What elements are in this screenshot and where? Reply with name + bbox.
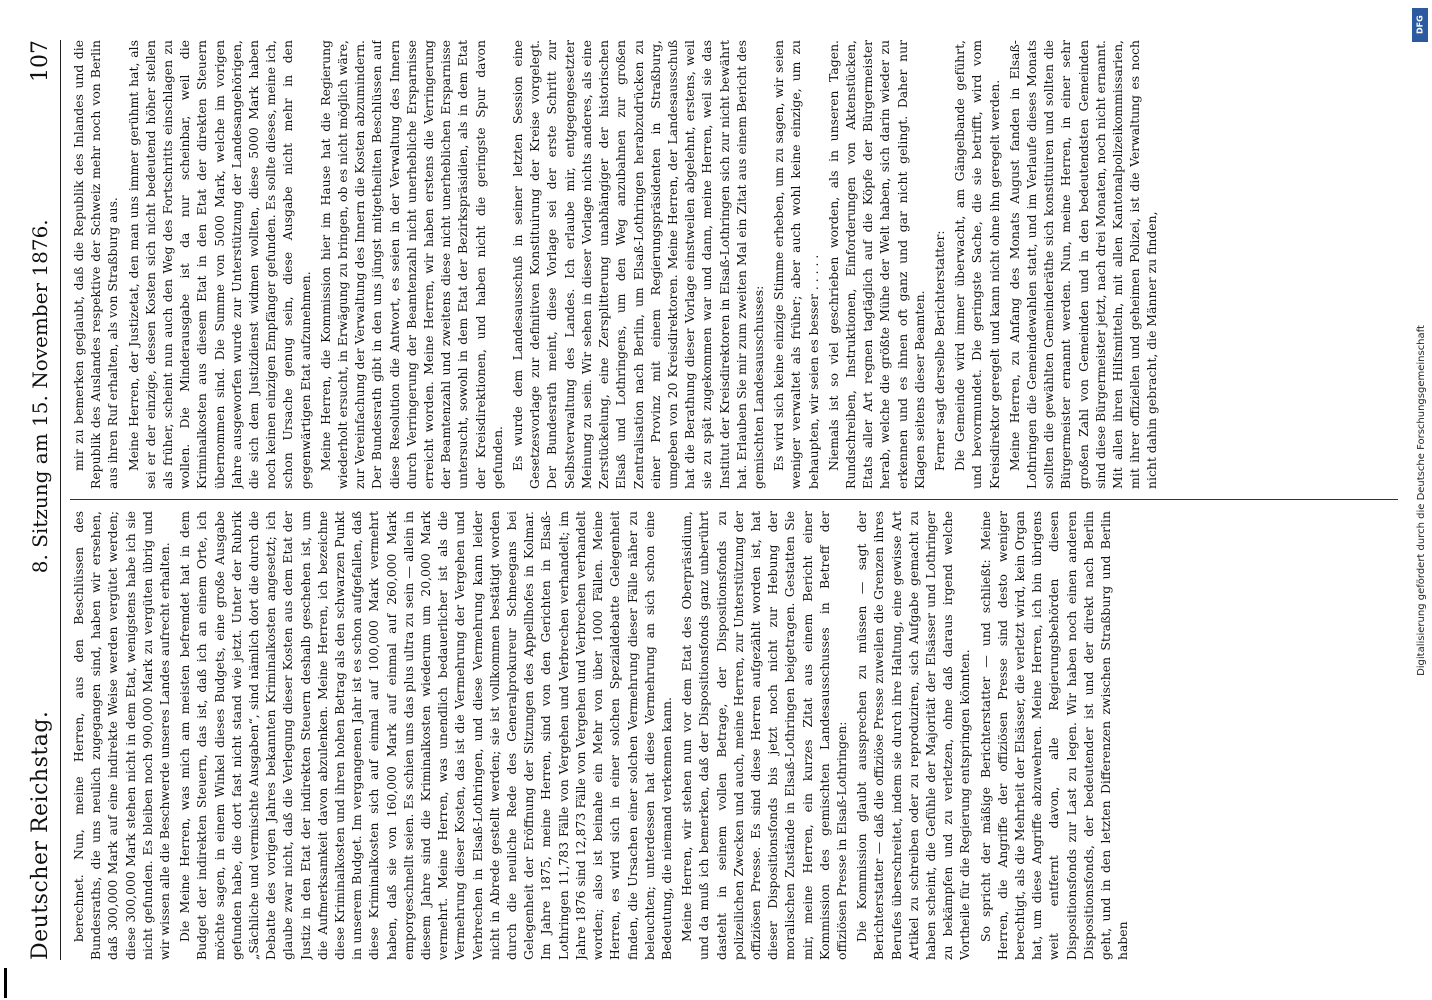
- paragraph: Meine Herren, zu Anfang des Monats August fanden in Elsaß-Lothringen die Gemeindewahlen statt, und im Verlaufe dieses Monats sollten die gewählten Gemeinderäthe sich konstituiren und sollten die Bürgermeister ernannt werden. Nun, meine Herren, in einer sehr großen Zahl von Gemeinden und in den bedeutendsten Gemeinden sind diese Bürgermeister jetzt, nach drei Monaten, noch nicht ernannt. Mit allen ihren Hilfsmitteln, mit allen Kantonalpolizeikommissarien, mit ihrer offiziellen und geheimen Polizei, ist die Verwaltung es noch nicht dahin gebracht, die Männer zu finden,: [1006, 40, 1160, 489]
- paragraph: Meine Herren, der Justizetat, den man uns immer gerühmt hat, als sei er der einzige, dessen Kosten sich nicht bedeutend höher stellen als früher, scheint nun auch den Weg des Fortschritts einschlagen zu wollen. Die Minderausgabe ist da nur scheinbar, weil die Kriminalkosten aus diesem Etat in den Etat der direkten Steuern übernommen sind. Die Summe von 5000 Mark, welche im vorigen Jahre ausgeworfen wurde zur Unterstützung der Landesangehörigen, die sich dem Justizdienst widmen wollten, diese 5000 Mark haben noch keinen einzigen Empfänger gefunden. Es sollte dieses, meine ich, schon Ursache genug sein, diese Ausgabe nicht mehr in den gegenwärtigen Etat aufzunehmen.: [125, 40, 313, 489]
- paragraph: Meine Herren, wir stehen nun vor dem Etat des Oberpräsidium, und da muß ich bemerken, daß der Dispositionsfonds ganz unberührt dasteht in seinem vollen Betrage, der Dispositionsfonds zu polizeilichen Zwecken und auch, meine Herren, zur Unterstützung der offiziösen Presse. Es sind diese Herren aufgezählt worden ist, hat dieser Dispositionsfonds bis jetzt noch nicht zur Hebung der moralischen Zustände in Elsaß-Lothringen beigetragen. Gestatten Sie mir, meine Herren, ein kurzes Zitat aus einem Bericht einer Kommission des gemischten Landesausschusses in Betreff der offiziösen Presse in Elsaß-Lothringen:: [679, 511, 849, 960]
- scan-edge-mark: [4, 968, 7, 998]
- credit-text: Digitalisierung gefördert durch die Deutsche Forschungsgemeinschaft: [1415, 324, 1427, 676]
- paragraph: Ferner sagt derselbe Berichterstatter:: [931, 230, 947, 471]
- paragraph: Es wurde dem Landesausschuß in seiner letzten Session eine Gesetzesvorlage zur definitiven Konstituirung der Kreise vorgelegt. Der Bundesrath meint, diese Vorlage sei der erste Schritt zur Selbstverwaltung des Landes. Ich erlaube mir, entgegengesetzter Meinung zu sein. Wir sehen in dieser Vorlage nichts anderes, als eine Zerstückelung, eine Zersplitterung unabhängiger der historischen Elsaß und Lothringens, um den Weg anzubahnen zur großen Zentralisation nach Berlin, um Elsaß-Lothringen herabzudrücken zu einer Provinz mit einem Regierungspräsidenten in Straßburg, umgeben von 20 Kreisdirektoren. Meine Herren, der Landesausschuß hat die Berathung dieser Vorlage einstweilen abgelehnt, erstens, weil sie zu spät zugekommen war und dann, meine Herren, weil sie das Institut der Kreisdirektoren in Elsaß-Lothringen sich zur nicht bewährt hat. Erlauben Sie mir zum zweiten Mal ein Zitat aus einem Bericht des gemischten Landesausschusses:: [510, 40, 766, 489]
- paragraph: Die Kommission glaubt aussprechen zu müssen — sagt der Berichterstatter — daß die offiziöse Presse zuweilen die Grenzen ihres Berufes überschreitet, indem sie durch ihre Haltung, eine gewisse Art Artikel zu schreiben oder zu reproduziren, sich Aufgabe gemacht zu haben scheint, die Gefühle der Majorität der Elsässer und Lothringer zu bekämpfen und zu verletzen, ohne daß daraus irgend welche Vortheile für die Regierung entspringen könnten.: [854, 511, 973, 960]
- paragraph: berechnet. Nun, meine Herren, aus den Beschlüssen des Bundesraths, die uns neulich zugegangen sind, haben wir ersehen, daß 300,000 Mark auf eine indirekte Weise werden vergütet werden; diese 300,000 Mark stehen nicht in dem Etat, wenigstens habe ich sie nicht gefunden. Es bleiben noch 900,000 Mark zu vergüten übrig und wir wissen alle die Beschwerde unseres Landes aufrecht erhalten.: [71, 511, 173, 960]
- column-divider: [70, 499, 1398, 500]
- dfg-logo: DFG: [1412, 8, 1428, 42]
- paragraph: Es wird sich keine einzige Stimme erheben, um zu sagen, wir seien weniger verwaltet als früher; aber auch wohl keine einzige, um zu behaupten, wir seien es besser . . . . .: [771, 40, 821, 489]
- paragraph: So spricht der mäßige Berichterstatter — und schließt: Meine Herren, die Angriffe der offiziösen Presse sind desto weniger berechtigt, als die Mehrheit der Elsässer, die verletzt wird, kein Organ hat, um diese Angriffe abzuwehren. Meine Herren, ich bin übrigens weit entfernt davon, alle Regierungsbehörden diesen Dispositionsfonds zur Last zu legen. Wir haben noch einen anderen Dispositionsfonds, der bedeutender ist und der direkt nach Berlin geht, und in den letzten Differenzen zwischen Straßburg und Berlin haben: [977, 511, 1131, 960]
- session-title: 8. Sitzung am 15. November 1876.: [28, 219, 52, 574]
- digitization-credit: [1410, 0, 1432, 1000]
- paragraph: mir zu bemerken geglaubt, daß die Republik des Inlandes und die Republik des Auslandes respektive der Schweiz mehr noch von Berlin aus ihren Ruf erhalten, als von Straßburg aus.: [71, 40, 121, 489]
- paragraph: Die Gemeinde wird immer überwacht, am Gängelbande geführt, und bevormundet. Die geringste Sache, die sie betrifft, wird vom Kreisdirektor geregelt und kann nicht ohne ihn geregelt werden.: [952, 40, 1002, 489]
- page-number: 107: [27, 40, 53, 83]
- paragraph: Die Meine Herren, was mich am meisten befremdet hat in dem Budget der indirekten Steuern, das ist, daß ich an einem Orte, ich möchte sagen, in einem Winkel dieses Budgets, eine große Ausgabe gefunden habe, die dort fast nicht stand wie jetzt. Unter der Rubrik „Sächliche und vermischte Ausgaben“, sind nämlich dort die durch die Debatte des vorigen Jahres bekannten Kriminalkosten angesetzt; ich glaube zwar nicht, daß die Verlegung dieser Kosten aus dem Etat der Justiz in den Etat der indirekten Steuern deshalb geschehen ist, um die Aufmerksamkeit davon abzulenken. Meine Herren, ich bezeichne diese Kriminalkosten und ihren hohen Betrag als den schwarzen Punkt in unserem Budget. Im vergangenen Jahr ist es schon aufgefallen, daß diese Kriminalkosten sich auf einmal auf 100,000 Mark vermehrt haben, daß sie von 160,000 Mark auf einmal auf 260,000 Mark emporgeschnellt seien. Es schien uns das plus ultra zu sein — allein in diesem Jahre sind die Kriminalkosten wiederum um 20,000 Mark vermehrt. Meine Herren, was unendlich bedauerlicher ist als die Vermehrung dieser Kosten, das ist die Vermehrung der Vergehen und Verbrechen in Elsaß-Lothringen, und diese Vermehrung kann leider nicht in Abrede gestellt werden; sie ist vollkommen bestätigt worden durch die neuliche Rede des Generalprokureur Schneegans bei Gelegenheit der Eröffnung der Sitzungen des Appellhofes in Kolmar. Im Jahre 1875, meine Herren, sind von den Gerichten in Elsaß-Lothringen 11,783 Fälle von Vergehen und Verbrechen verhandelt; im Jahre 1876 sind 12,873 Fälle von Vergehen und Verbrechen verhandelt worden; also ist beinahe ein Mehr von über 1000 Fällen. Meine Herren, es wird sich in einer solchen Spezialdebatte Gelegenheit finden, die Ursachen einer solchen Vermehrung dieser Fälle näher zu beleuchten; unterdessen hat diese Vermehrung an sich schon eine Bedeutung, die niemand verkennen kann.: [177, 511, 674, 960]
- paragraph: Niemals ist so viel geschrieben worden, als in unseren Tagen. Rundschreiben, Instruktionen, Einforderungen von Aktenstücken, Etats aller Art regnen tagtäglich auf die Köpfe der Bürgermeister herab, welche die größte Mühe der Welt haben, sich darin wieder zu erkennen und es ihnen oft ganz und gar nicht gelingt. Daher nur Klagen seitens dieser Beamten.: [825, 40, 927, 489]
- right-column: [70, 40, 1398, 489]
- page-header: [20, 40, 61, 960]
- text-columns: [70, 40, 1398, 960]
- left-column: [70, 511, 1398, 960]
- publication-title: Deutscher Reichstag.: [27, 710, 53, 960]
- paragraph: Meine Herren, die Kommission hier im Hause hat die Regierung wiederholt ersucht, in Erwägung zu bringen, ob es nicht möglich wäre, zur Vereinfachung der Verwaltung des Innern die Kosten abzumindern. Der Bundesrath gibt in den uns jüngst mitgetheilten Beschlüssen auf diese Resolution die Antwort, es seien in der Verwaltung des Innern durch Verringerung der Beamtenzahl nicht unerhebliche Ersparnisse erreicht worden. Meine Herren, wir haben erstens die Verringerung der Beamtenzahl und zweitens diese nicht unerheblichen Ersparnisse untersucht, sowohl in dem Etat der Bezirkspräsidien, als in dem Etat der Kreisdirektionen, und haben nicht die geringste Spur davon gefunden.: [317, 40, 505, 489]
